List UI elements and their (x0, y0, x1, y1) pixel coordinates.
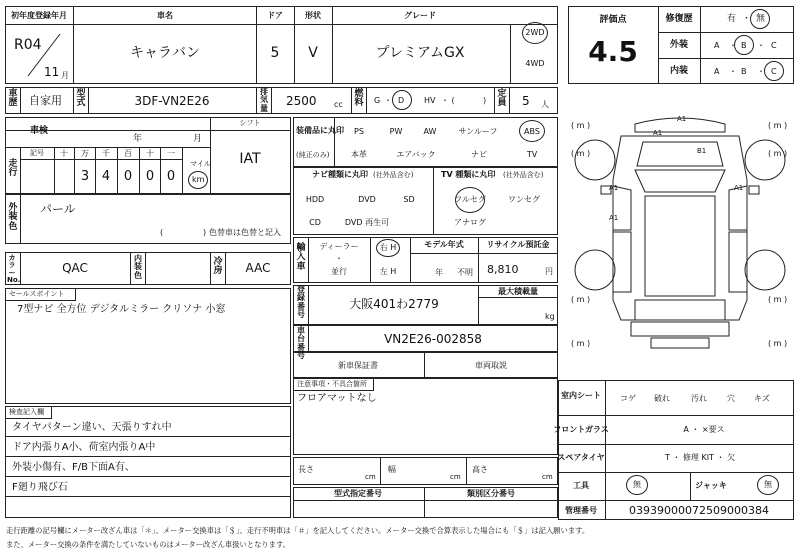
right-rear-door (729, 232, 747, 292)
steering-left: 左 H (379, 267, 397, 276)
steering-right: 右 H (379, 243, 397, 252)
grade-name: プレミアムGX (375, 45, 465, 61)
corner-mark: ( m ) (768, 121, 788, 130)
sheet-option: 穴 (727, 394, 735, 403)
rear-window-outline (635, 300, 725, 320)
equip-sunroof: サンルーフ (458, 127, 498, 136)
use-label: 車歴 (8, 89, 18, 109)
left-front-door (613, 186, 631, 230)
displacement-unit: cc (334, 100, 343, 109)
width-unit: cm (450, 473, 461, 481)
inspector-note-line: 外装小傷有、F/B下面A有、 (12, 462, 135, 473)
jack-value: 無 (764, 480, 772, 489)
recycle-label: リサイクル預託金 (486, 240, 550, 249)
mileage-label: 走行 (8, 159, 18, 179)
digit-header-2: 万 (81, 149, 89, 158)
designation-row (293, 487, 558, 518)
nav-hdd: HDD (305, 195, 325, 204)
mileage-digit: 0 (145, 169, 155, 184)
length-label: 長さ (298, 465, 314, 474)
model-year-label: モデル年式 (424, 240, 464, 249)
sales-point-label: セールスポイント (9, 290, 65, 298)
recycle-yen: 円 (545, 267, 553, 276)
mileage-digit: 0 (166, 169, 176, 184)
nav-label: ナビ種類に丸印 (312, 170, 368, 179)
height-unit: cm (542, 473, 553, 481)
fuel-option-hv: HV (424, 96, 436, 105)
length-unit: cm (365, 473, 376, 481)
damage-mark-a1-front: A1 (677, 115, 687, 123)
exterior-option-a: A (714, 41, 720, 50)
repair-option-yes: 有 (727, 14, 737, 24)
corner-mark: ( m ) (768, 295, 788, 304)
sheet-option: 破れ (654, 394, 670, 403)
fuel-option-close: ) (483, 96, 487, 105)
ac-value: AAC (245, 261, 271, 275)
rear-bumper-outline (631, 322, 729, 336)
digit-header-1: 十 (60, 149, 68, 158)
type-designation-label: 型式指定番号 (334, 489, 382, 498)
mileage-digit: 4 (101, 169, 111, 184)
model-year-unit: 年 (435, 268, 443, 277)
door-count: 5 (270, 45, 280, 61)
inspection-month-unit: 月 (193, 134, 203, 144)
car-name: キャラバン (130, 45, 200, 61)
corner-mark: ( m ) (571, 339, 591, 348)
equip-abs: ABS (524, 127, 540, 136)
damage-mark-a1-hood: A1 (653, 129, 663, 137)
fuel-option-d: D (398, 96, 405, 105)
tv-analog: アナログ (454, 218, 486, 227)
caution-label: 注意事項・不具合箇所 (297, 380, 367, 388)
front-left-wheel (575, 140, 615, 180)
rear-step-outline (651, 338, 709, 348)
footer-note-line2: また、メーター交換の条件を満たしていないものはメーター改ざん車扱いとなります。 (6, 540, 290, 549)
digit-header-3: 千 (102, 149, 110, 158)
right-mirror (749, 186, 759, 194)
exterior-option-c: C (771, 41, 777, 50)
fuel-label: 燃料 (354, 89, 364, 109)
windshield-options: A ・ ×要ス (683, 425, 725, 434)
digit-header-5: 十 (146, 149, 154, 158)
shift-value: IAT (239, 151, 261, 167)
equipment-table (293, 117, 558, 167)
jack-label: ジャッキ (695, 481, 727, 490)
hood-panel-outline (637, 142, 723, 166)
first-registration-month: 11 (44, 65, 60, 79)
drive-4wd: 4WD (525, 59, 545, 68)
exterior-color-value: パール (40, 202, 76, 216)
import-label: 輸入車 (296, 243, 306, 272)
mileage-symbol-label: 記号 (30, 149, 44, 157)
nav-sd: SD (403, 195, 415, 204)
frame-number-label: 車台番号 (297, 326, 305, 361)
exterior-color-label: 外装色 (8, 203, 18, 232)
inspection-year-unit: 年 (133, 134, 143, 144)
nav-dvd-play: DVD 再生可 (344, 218, 390, 227)
dimensions-row (293, 457, 558, 485)
equip-airbag: エアバック (396, 150, 436, 159)
km-label: km (192, 175, 205, 184)
shift-label: シフト (239, 119, 261, 127)
month-unit: 月 (61, 71, 69, 80)
capacity-unit: 人 (541, 100, 549, 109)
sheet-option: 汚れ (691, 394, 707, 403)
shape-label: 形状 (305, 11, 321, 20)
damage-mark-b1-roof: B1 (697, 147, 707, 155)
damage-mark-a1-left-door: A1 (609, 184, 619, 192)
interior-option-c: C (771, 67, 777, 76)
fuel-dot: ・ (384, 96, 392, 105)
model-label: 型式 (76, 89, 86, 109)
model-year-unknown: 不明 (457, 268, 473, 277)
max-load-unit: kg (545, 312, 555, 321)
import-dealer: ディーラー (319, 242, 359, 251)
windshield-label: フロントガラス (553, 425, 609, 434)
interior-option-dot1: ・ (729, 67, 737, 76)
drive-2wd: 2WD (525, 28, 545, 37)
nav-sublabel: (社外品含む) (373, 171, 414, 179)
corner-mark: ( m ) (571, 121, 591, 130)
mile-label: マイル (190, 160, 211, 168)
management-number-label: 管理番号 (565, 506, 597, 515)
damage-mark-a1-right-door: A1 (734, 184, 744, 192)
mileage-digit: 0 (123, 169, 133, 184)
rear-right-wheel (745, 250, 785, 290)
body-outline (613, 136, 747, 320)
displacement-value: 2500 (286, 94, 317, 108)
left-rear-door (613, 232, 631, 292)
equipment-sublabel: (純正のみ) (296, 151, 330, 159)
interior-option-dot2: ・ (757, 67, 765, 76)
inspector-note-line: タイヤパターン違い、天張りすれ中 (12, 422, 172, 433)
right-front-door (729, 186, 747, 230)
nav-cd: CD (309, 218, 321, 227)
repair-option-no: 無 (756, 14, 766, 24)
mileage-digit: 3 (80, 169, 90, 184)
interior-option-b: B (741, 67, 747, 76)
color-number-value: QAC (62, 261, 88, 275)
color-change-note: 色替車は色替と記入 (209, 228, 281, 237)
corner-mark: ( m ) (571, 295, 591, 304)
caution-text: フロアマットなし (297, 393, 377, 404)
fuel-option-g: G (374, 96, 381, 105)
tv-sublabel: (社外品含む) (503, 171, 544, 179)
exterior-option-dot1: ・ (729, 41, 737, 50)
roof-outline (645, 196, 715, 296)
repair-option-dot: ・ (742, 14, 752, 24)
inspector-notes-label: 検査記入欄 (9, 408, 44, 416)
digit-header-6: 一 (167, 149, 175, 158)
vehicle-damage-diagram (565, 110, 795, 370)
tv-fullseg: フルセグ (454, 195, 486, 204)
corner-mark: ( m ) (768, 149, 788, 158)
damage-mark-a1-rear: A1 (609, 214, 619, 222)
spare-tire-label: スペアタイヤ (557, 453, 605, 462)
sales-point-text: 7型ナビ 全方位 デジタルミラー クリソナ 小窓 (17, 304, 226, 315)
exterior-option-b: B (741, 41, 747, 50)
fuel-option-other: ・ ( (441, 96, 455, 105)
frame-number: VN2E26-002858 (384, 332, 482, 346)
capacity-value: 5 (522, 94, 530, 108)
door-label: ドア (267, 11, 283, 20)
score-label: 評価点 (599, 15, 627, 25)
management-number: 03939000072509000384 (629, 504, 769, 517)
sheet-option: コゲ (620, 394, 636, 403)
windshield-outline (635, 170, 725, 192)
registration-label: 登録番号 (297, 285, 305, 320)
documents-row (293, 352, 558, 378)
equip-pw: PW (389, 127, 403, 136)
color-note-paren-close: ) (203, 228, 207, 237)
sheet-option: キズ (754, 394, 770, 403)
footer-note-line1: 走行距離の記号欄にメーター改ざん車は「＊」、メーター交換車は「＄」、走行不明車は「＃」を記入してください。メーター交換で合算表示した場合にも「＄」は記入願います。 (6, 526, 590, 535)
exterior-option-dot2: ・ (757, 41, 765, 50)
inspection-label: 車検 (29, 126, 49, 136)
import-dot: ・ (335, 254, 343, 263)
body-shape: V (308, 45, 318, 61)
tv-label: TV 種類に丸印 (441, 170, 496, 179)
corner-mark: ( m ) (571, 149, 591, 158)
inspector-note-line: ドア内張りA小、荷室内張りA中 (12, 442, 156, 453)
equip-leather: 本革 (351, 150, 367, 159)
nav-dvd: DVD (358, 195, 376, 204)
tools-value: 無 (633, 480, 641, 489)
recycle-value: 8,810 (487, 263, 519, 276)
import-parallel: 並行 (331, 267, 347, 276)
model-code: 3DF-VN2E26 (134, 94, 210, 108)
use-type: 自家用 (29, 94, 62, 107)
color-note-paren-open: ( (160, 228, 164, 237)
equip-aw: AW (423, 127, 437, 136)
exterior-grade-label: 外装 (669, 40, 689, 50)
spare-tire-options: T ・ 修理 KIT ・ 欠 (664, 453, 736, 462)
rear-left-wheel (575, 250, 615, 290)
manual-label: 車両取説 (475, 361, 507, 370)
color-number-label: カラーNo. (7, 254, 21, 285)
interior-grade-label: 内装 (669, 66, 689, 76)
equip-tv: TV (526, 150, 538, 159)
width-label: 幅 (388, 465, 396, 474)
front-right-wheel (745, 140, 788, 180)
max-load-label: 最大積載量 (498, 287, 538, 296)
equipment-label: 装備品に丸印 (296, 126, 344, 135)
inspector-note-line: F廻り飛び石 (12, 482, 68, 493)
interior-option-a: A (714, 67, 720, 76)
capacity-label: 定員 (497, 89, 507, 109)
interior-color-label: 内装色 (134, 254, 142, 280)
category-number-label: 類別区分番号 (467, 489, 515, 498)
digit-header-4: 百 (124, 149, 132, 158)
corner-mark: ( m ) (768, 339, 788, 348)
tv-oneseg: ワンセグ (508, 195, 540, 204)
displacement-label: 排気量 (260, 87, 268, 113)
first-registration-era: R04 (14, 37, 42, 53)
car-name-label: 車名 (157, 11, 173, 20)
first-registration-label: 初年度登録年月 (11, 11, 67, 20)
equip-navi: ナビ (471, 150, 487, 159)
overall-score: 4.5 (588, 35, 638, 68)
ac-label: 冷房 (213, 257, 223, 277)
height-label: 高さ (472, 465, 488, 474)
plate-number: 大阪401わ2779 (349, 297, 439, 311)
grade-label: グレード (404, 11, 436, 20)
repair-history-label: 修復歴 (665, 14, 693, 24)
tools-label: 工具 (573, 481, 589, 490)
warranty-label: 新車保証書 (338, 361, 378, 370)
interior-sheet-label: 室内シート (561, 391, 601, 400)
equip-ps: PS (354, 127, 364, 136)
